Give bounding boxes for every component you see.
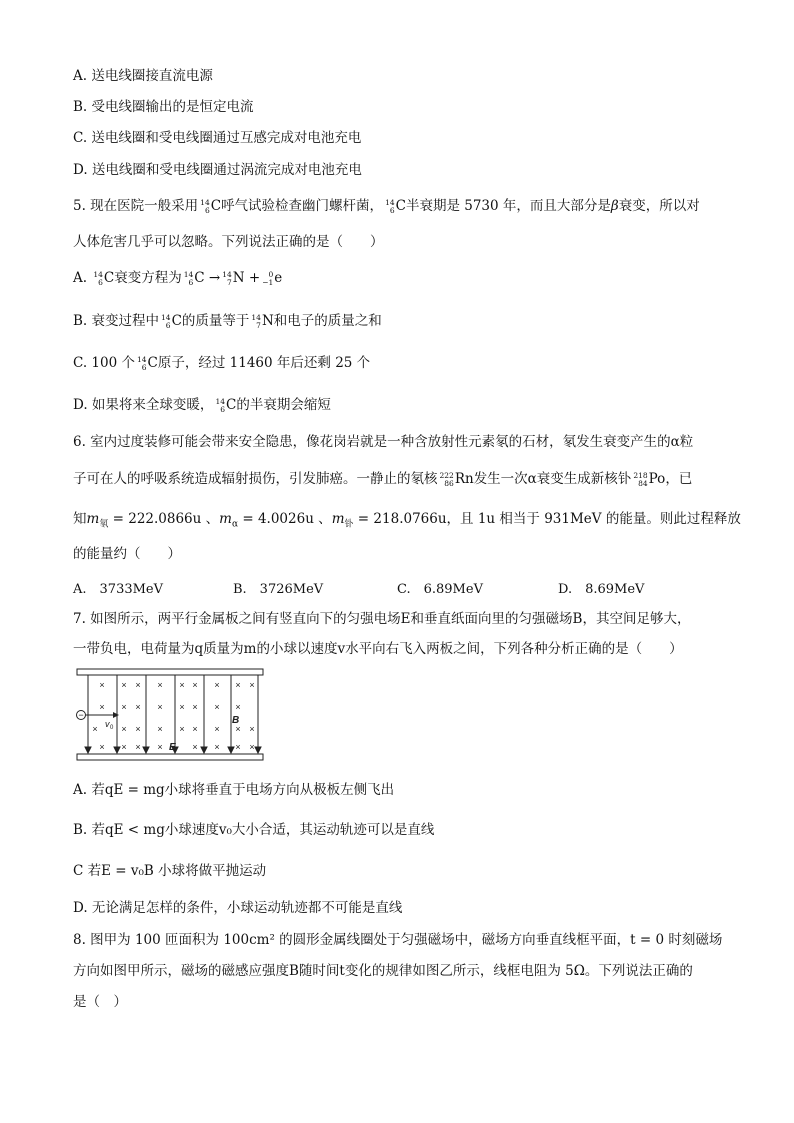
- svg-text:×: ×: [135, 742, 141, 752]
- svg-text:×: ×: [179, 724, 185, 734]
- q7-option-d: D. 无论满足怎样的条件，小球运动轨迹都不可能是直线: [73, 900, 403, 916]
- svg-text:×: ×: [235, 680, 241, 690]
- q8-stem-line3: 是（ ）: [73, 994, 127, 1010]
- q5-option-d: D. 如果将来全球变暖， 14 6 C的半衰期会缩短: [73, 396, 331, 414]
- q6-option-c: C. 6.89MeV: [397, 582, 483, 597]
- q7-option-a: A. 若qE = mg小球将垂直于电场方向从极板左侧飞出: [73, 782, 395, 798]
- velocity-label: v: [105, 719, 110, 729]
- velocity-arrow: [113, 712, 119, 718]
- svg-text:×: ×: [235, 702, 241, 712]
- svg-text:×: ×: [249, 724, 255, 734]
- q8-stem-line1: 8. 图甲为 100 匝面积为 100cm² 的圆形金属线圈处于匀强磁场中，磁场方向垂直线框平面，t = 0 时刻磁场: [73, 932, 723, 948]
- q5-option-a: A. 14 6 C衰变方程为 14 6 C → 14 7 N + 0 −1 e: [73, 269, 283, 287]
- svg-text:×: ×: [157, 702, 163, 712]
- q4-option-c: C. 送电线圈和受电线圈通过互感完成对电池充电: [73, 130, 362, 146]
- q6-stem-line1: 6. 室内过度装修可能会带来安全隐患，像花岗岩就是一种含放射性元素氡的石材，氡发生衰变产生的α粒: [73, 434, 694, 450]
- svg-text:×: ×: [179, 702, 185, 712]
- svg-text:×: ×: [192, 724, 198, 734]
- svg-text:×: ×: [192, 680, 198, 690]
- svg-text:×: ×: [99, 702, 105, 712]
- svg-text:×: ×: [192, 742, 198, 752]
- q7-option-b: B. 若qE < mg小球速度v₀大小合适，其运动轨迹可以是直线: [73, 822, 435, 838]
- svg-text:×: ×: [92, 724, 98, 734]
- svg-text:×: ×: [214, 702, 220, 712]
- svg-text:×: ×: [135, 680, 141, 690]
- velocity-subscript: 0: [110, 725, 114, 731]
- q6-option-b: B. 3726MeV: [233, 582, 324, 597]
- q4-option-d: D. 送电线圈和受电线圈通过涡流完成对电池充电: [73, 162, 362, 178]
- svg-text:×: ×: [121, 724, 127, 734]
- svg-text:×: ×: [214, 680, 220, 690]
- q5-stem-line2: 人体危害几乎可以忽略。下列说法正确的是（ ）: [73, 234, 384, 250]
- svg-text:×: ×: [157, 680, 163, 690]
- svg-text:×: ×: [179, 680, 185, 690]
- q5-option-c: C. 100 个 14 6 C原子，经过 11460 年后还剩 25 个: [73, 354, 371, 372]
- q6-stem-line2: 子可在人的呼吸系统造成辐射损伤，引发肺癌。一静止的氡核 222 86 Rn发生一次α衰变生成新核钋 218 84 Po，已: [73, 470, 693, 488]
- svg-text:×: ×: [192, 702, 198, 712]
- svg-text:×: ×: [121, 680, 127, 690]
- q4-option-b: B. 受电线圈输出的是恒定电流: [73, 99, 254, 115]
- charge-sign: −: [78, 710, 84, 720]
- e-field-label: E: [169, 742, 176, 753]
- svg-text:×: ×: [99, 742, 105, 752]
- svg-text:×: ×: [99, 680, 105, 690]
- q7-stem-line2: 一带负电，电荷量为q质量为m的小球以速度v水平向右飞入两板之间，下列各种分析正确的是（ ）: [73, 641, 683, 657]
- q5-stem-line1: 5. 现在医院一般采用 14 6 C呼气试验检查幽门螺杆菌， 14 6 C半衰期是 5730 年，而且大部分是β衰变，所以对: [73, 197, 700, 215]
- bottom-plate: [77, 754, 263, 760]
- svg-text:×: ×: [249, 680, 255, 690]
- svg-text:×: ×: [135, 702, 141, 712]
- svg-text:×: ×: [135, 724, 141, 734]
- svg-text:×: ×: [235, 742, 241, 752]
- top-plate: [77, 669, 263, 675]
- q4-option-a: A. 送电线圈接直流电源: [73, 68, 213, 84]
- svg-text:×: ×: [214, 724, 220, 734]
- svg-text:×: ×: [249, 742, 255, 752]
- q8-stem-line2: 方向如图甲所示，磁场的磁感应强度B随时间t变化的规律如图乙所示，线框电阻为 5Ω。下列说法正确的: [73, 963, 693, 979]
- q6-stem-line3: 知$m_氡 = 222.0866u$ 、$m_\alpha = 4.0026u$ 、$m_钋 = 218.0766u$，且 1u 相当于 931MeV 的能量。则此过程释放: [73, 511, 741, 530]
- q6-option-a: A. 3733MeV: [73, 582, 163, 597]
- q7-option-c: C 若E = v₀B 小球将做平抛运动: [73, 863, 267, 879]
- svg-text:×: ×: [121, 702, 127, 712]
- q6-option-d: D. 8.69MeV: [558, 582, 645, 597]
- svg-text:×: ×: [121, 742, 127, 752]
- svg-text:×: ×: [157, 724, 163, 734]
- svg-text:×: ×: [214, 742, 220, 752]
- q5-option-b: B. 衰变过程中 14 6 C的质量等于 14 7 N和电子的质量之和: [73, 312, 382, 330]
- svg-text:×: ×: [235, 724, 241, 734]
- b-field-label: B: [232, 715, 240, 726]
- svg-text:×: ×: [157, 742, 163, 752]
- q7-figure: [75, 667, 265, 764]
- q6-stem-line4: 的能量约（ ）: [73, 546, 181, 562]
- q7-stem-line1: 7. 如图所示，两平行金属板之间有竖直向下的匀强电场E和垂直纸面向里的匀强磁场B，其空间足够大，: [73, 611, 691, 627]
